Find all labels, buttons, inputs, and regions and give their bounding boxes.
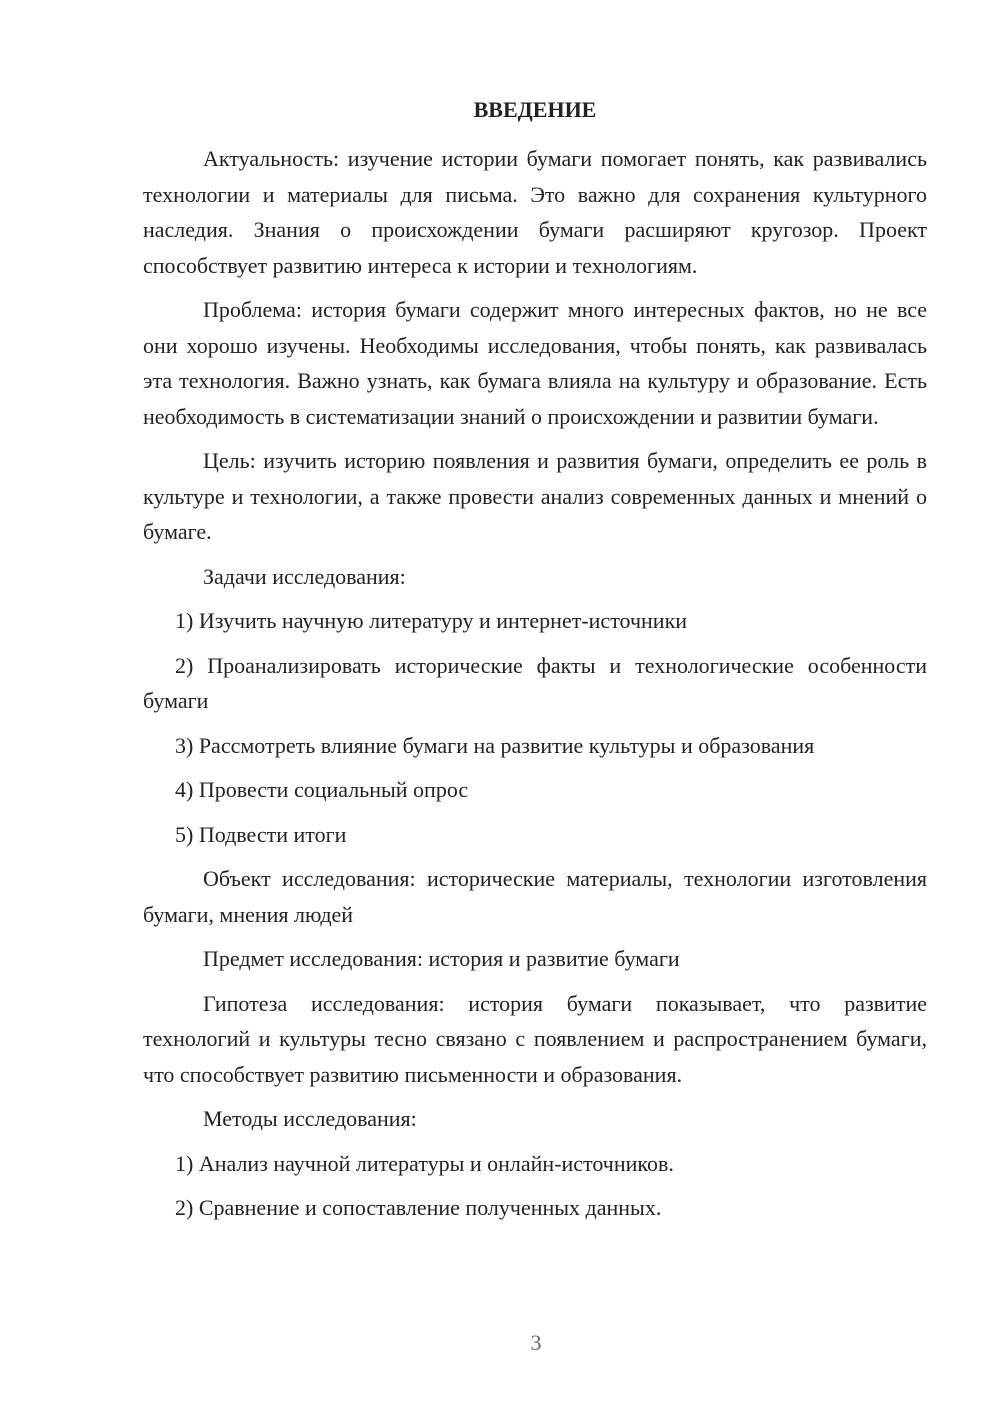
problem-paragraph: Проблема: история бумаги содержит много интересных фактов, но не все они хорошо изучены. Необходимы исследования, чтобы понять, как развивалась эта технология. Важно узнать, как бумага влияла на культуру и образование. Есть необходимость в систематизации знаний о происхождении и развитии бумаги. — [143, 297, 927, 429]
task-item: 5) Подвести итоги — [175, 821, 347, 847]
hypothesis-paragraph: Гипотеза исследования: история бумаги показывает, что развитие технологий и культуры тесно связано с появлением и распространением бумаги, что способствует развитию письменности и образования. — [143, 990, 927, 1087]
relevance-paragraph: Актуальность: изучение истории бумаги помогает понять, как развивались технологии и материалы для письма. Это важно для сохранения культурного наследия. Знания о происхождении бумаги расширяют кругозор. Проект способствует развитию интереса к истории и технологиям. — [143, 146, 927, 278]
subject-paragraph: Предмет исследования: история и развитие бумаги — [203, 946, 680, 971]
task-item: 4) Провести социальный опрос — [175, 777, 469, 802]
methods-heading: Методы исследования: — [203, 1106, 417, 1131]
method-item: 1) Анализ научной литературы и онлайн-источников. — [175, 1150, 674, 1176]
goal-paragraph: Цель: изучить историю появления и развития бумаги, определить ее роль в культуре и технологии, а также провести анализ современных данных и мнений о бумаге. — [143, 448, 927, 544]
section-title: ВВЕДЕНИЕ — [473, 97, 597, 122]
method-item: 2) Сравнение и сопоставление полученных данных. — [175, 1195, 662, 1220]
task-item: 3) Рассмотреть влияние бумаги на развитие культуры и образования — [175, 732, 815, 758]
document-page — [143, 92, 927, 1235]
page-number: 3 — [530, 1330, 542, 1355]
task-item: 1) Изучить научную литературу и интернет-источники — [175, 608, 688, 633]
tasks-heading: Задачи исследования: — [203, 563, 406, 589]
object-paragraph: Объект исследования: исторические материалы, технологии изготовления бумаги, мнения людей — [143, 866, 927, 927]
task-item: 2) Проанализировать исторические факты и технологические особенности бумаги — [143, 652, 927, 713]
